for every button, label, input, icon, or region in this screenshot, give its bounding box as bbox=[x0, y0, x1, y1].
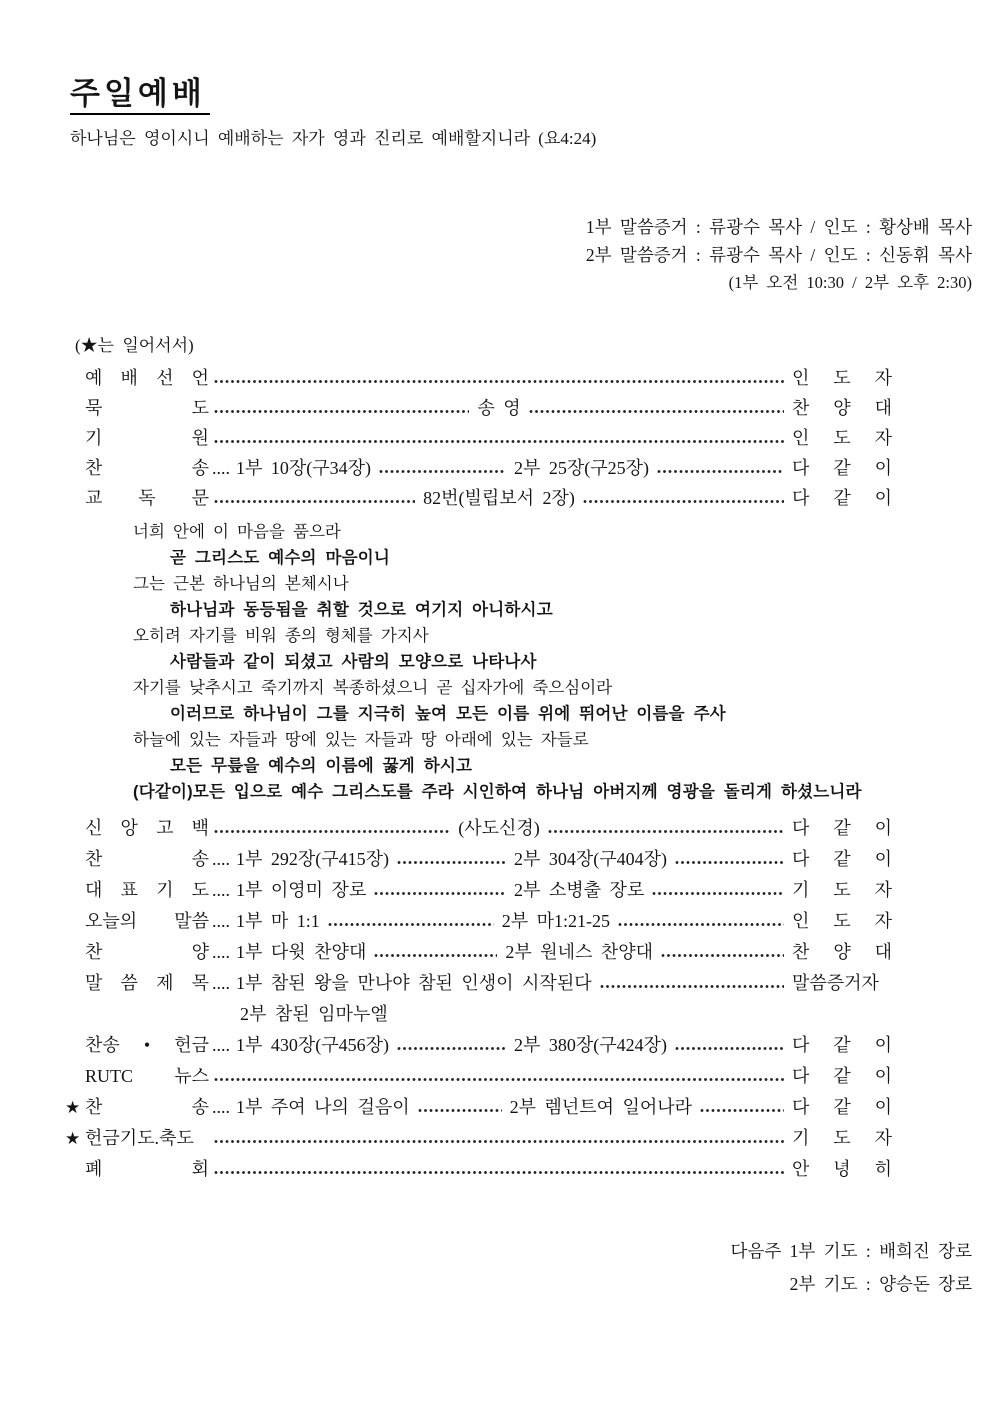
program-part: .... bbox=[212, 910, 230, 931]
dotted-leader bbox=[374, 953, 497, 958]
program-row bbox=[85, 937, 892, 968]
dotted-leader bbox=[397, 1046, 506, 1051]
title-block bbox=[70, 76, 972, 115]
program-row bbox=[85, 1030, 892, 1061]
program-part: 2부 380장(구424장) bbox=[514, 1034, 668, 1055]
program-part: .... bbox=[212, 879, 230, 900]
dotted-leader bbox=[583, 499, 784, 504]
program-label-cell bbox=[85, 363, 209, 393]
program-row bbox=[85, 1154, 892, 1185]
program-part: 2부 304장(구404장) bbox=[514, 848, 668, 869]
program-part: 송 영 bbox=[477, 397, 521, 418]
dotted-leader bbox=[214, 409, 469, 414]
service-info-line-2: 2부 말씀증거 : 류광수 목사 / 인도 : 신동휘 목사 bbox=[585, 244, 972, 265]
program-label-cell bbox=[65, 1092, 209, 1123]
program-label-cell bbox=[85, 937, 209, 968]
program-item-label: 예 배 선 언 bbox=[85, 367, 209, 388]
program-row bbox=[85, 844, 892, 875]
program-row bbox=[85, 968, 892, 999]
dotted-leader bbox=[418, 1108, 502, 1113]
reading-line: 사람들과 같이 되셨고 사람의 모양으로 나타나사 bbox=[170, 652, 537, 671]
reading-line: 너희 안에 이 마음을 품으라 bbox=[133, 521, 341, 541]
dotted-leader bbox=[600, 984, 784, 989]
program-subline: 2부 참된 임마누엘 bbox=[240, 1003, 388, 1024]
program-list-top bbox=[85, 363, 892, 513]
program-list-bottom bbox=[65, 813, 893, 1185]
program-item-label: 교 독 문 bbox=[85, 487, 209, 508]
program-performer: 찬 양 대 bbox=[792, 397, 892, 418]
program-part: .... bbox=[212, 457, 230, 478]
dotted-leader bbox=[548, 829, 784, 834]
program-performer: 안 녕 히 bbox=[792, 1158, 892, 1179]
reading-line: 그는 근본 하나님의 본체시나 bbox=[133, 573, 349, 593]
program-label-cell bbox=[85, 1154, 209, 1185]
page-title: 주일예배 bbox=[70, 76, 210, 115]
program-performer: 다 같 이 bbox=[792, 1096, 893, 1117]
program-part: 82번(빌립보서 2장) bbox=[423, 487, 575, 508]
program-label-cell bbox=[65, 1123, 209, 1154]
program-item-label: 찬송 • 헌금 bbox=[85, 1034, 209, 1055]
dotted-leader bbox=[675, 1046, 784, 1051]
program-label-cell bbox=[85, 813, 209, 844]
program-performer: 다 같 이 bbox=[792, 817, 893, 838]
program-performer: 인 도 자 bbox=[792, 367, 892, 388]
program-performer: 말씀증거자 bbox=[792, 972, 879, 993]
program-part: 1부 10장(구34장) bbox=[236, 457, 372, 478]
reading-line: 이러므로 하나님이 그를 지극히 높여 모든 이름 위에 뛰어난 이름을 주사 bbox=[170, 704, 726, 723]
program-row bbox=[85, 875, 892, 906]
service-info bbox=[70, 213, 972, 297]
reading-line: 오히려 자기를 비워 종의 형체를 가지사 bbox=[133, 625, 429, 645]
program-performer: 인 도 자 bbox=[792, 427, 892, 448]
stand-star-icon: ★ bbox=[65, 1128, 81, 1148]
program-performer: 다 같 이 bbox=[792, 1034, 892, 1055]
program-item-label: 폐 회 bbox=[85, 1158, 209, 1179]
dotted-leader bbox=[652, 891, 784, 896]
program-label-cell bbox=[85, 453, 209, 483]
program-row bbox=[85, 813, 892, 844]
program-part: 1부 마 1:1 bbox=[236, 910, 320, 931]
dotted-leader bbox=[618, 922, 784, 927]
program-label-cell bbox=[85, 393, 209, 423]
dotted-leader bbox=[379, 469, 506, 474]
program-item-label: 대 표 기 도 bbox=[85, 879, 209, 900]
program-item-label: 말 씀 제 목 bbox=[85, 972, 209, 993]
dotted-leader bbox=[397, 860, 506, 865]
service-time-line: (1부 오전 10:30 / 2부 오후 2:30) bbox=[728, 272, 972, 292]
next-week-info bbox=[70, 1235, 972, 1301]
program-part: .... bbox=[212, 972, 230, 993]
program-row bbox=[65, 1092, 893, 1123]
reading-line: 하늘에 있는 자들과 땅에 있는 자들과 땅 아래에 있는 자들로 bbox=[133, 729, 589, 749]
dotted-leader bbox=[700, 1108, 784, 1113]
service-info-line-1: 1부 말씀증거 : 류광수 목사 / 인도 : 황상배 목사 bbox=[585, 216, 972, 237]
program-row bbox=[85, 453, 892, 483]
dotted-leader bbox=[675, 860, 784, 865]
next-week-line-2: 2부 기도 : 양승돈 장로 bbox=[789, 1273, 972, 1294]
program-label-cell bbox=[85, 1061, 209, 1092]
program-part: (사도신경) bbox=[458, 817, 540, 838]
dotted-leader bbox=[214, 1170, 784, 1175]
stand-star-icon: ★ bbox=[65, 1097, 81, 1117]
program-part: 1부 참된 왕을 만나야 참된 인생이 시작된다 bbox=[236, 972, 592, 993]
program-label-cell bbox=[85, 968, 209, 999]
program-row bbox=[85, 483, 892, 513]
program-part: 2부 렘넌트여 일어나라 bbox=[509, 1096, 693, 1117]
program-item-label: 묵 도 bbox=[85, 397, 209, 418]
program-item-label: 신 앙 고 백 bbox=[85, 817, 209, 838]
program-part: 1부 430장(구456장) bbox=[236, 1034, 390, 1055]
program-performer: 인 도 자 bbox=[792, 910, 892, 931]
scripture-verse: 하나님은 영이시니 예배하는 자가 영과 진리로 예배할지니라 (요4:24) bbox=[70, 128, 597, 148]
program-part: 2부 소병출 장로 bbox=[514, 879, 645, 900]
program-part: .... bbox=[212, 941, 230, 962]
reading-line: 모든 무릎을 예수의 이름에 꿇게 하시고 bbox=[170, 756, 473, 775]
program-item-label: 헌금기도.축도 bbox=[85, 1127, 194, 1148]
responsive-reading bbox=[70, 519, 972, 805]
dotted-leader bbox=[214, 829, 450, 834]
dotted-leader bbox=[328, 922, 494, 927]
next-week-line-1: 다음주 1부 기도 : 배희진 장로 bbox=[730, 1240, 972, 1261]
program-part: 2부 마1:21-25 bbox=[501, 910, 611, 931]
program-performer: 기 도 자 bbox=[792, 879, 892, 900]
program-part: 1부 이영미 장로 bbox=[236, 879, 367, 900]
dotted-leader bbox=[657, 469, 784, 474]
program-part: 1부 주여 나의 걸음이 bbox=[236, 1096, 410, 1117]
program-part: 2부 25장(구25장) bbox=[514, 457, 650, 478]
program-item-label: 찬 양 bbox=[85, 941, 209, 962]
program-label-cell bbox=[85, 1030, 209, 1061]
program-performer: 다 같 이 bbox=[792, 848, 892, 869]
program-label-cell bbox=[85, 875, 209, 906]
dotted-leader bbox=[214, 379, 784, 384]
program-row bbox=[85, 363, 892, 393]
program-item-label: RUTC 뉴스 bbox=[85, 1065, 209, 1086]
dotted-leader bbox=[214, 439, 784, 444]
program-item-label: 찬 송 bbox=[85, 848, 209, 869]
program-part: .... bbox=[212, 1034, 230, 1055]
dotted-leader bbox=[214, 499, 415, 504]
program-performer: 기 도 자 bbox=[792, 1127, 892, 1148]
program-label-cell bbox=[85, 423, 209, 453]
program-row bbox=[85, 906, 892, 937]
stand-note: (★는 일어서서) bbox=[75, 335, 194, 355]
program-item-label: 오늘의 말씀 bbox=[85, 910, 209, 931]
program-part: 2부 원네스 찬양대 bbox=[505, 941, 654, 962]
reading-line: (다같이)모든 입으로 예수 그리스도를 주라 시인하여 하나님 아버지께 영광을 돌리게 하셨느니라 bbox=[133, 782, 862, 801]
reading-line: 하나님과 동등됨을 취할 것으로 여기지 아니하시고 bbox=[170, 600, 553, 619]
program-label-cell bbox=[85, 906, 209, 937]
program-performer: 찬 양 대 bbox=[792, 941, 893, 962]
dotted-leader bbox=[661, 953, 784, 958]
dotted-leader bbox=[529, 409, 784, 414]
program-item-label: 찬 송 bbox=[85, 1096, 209, 1117]
dotted-leader bbox=[214, 1077, 784, 1082]
program-row bbox=[85, 393, 892, 423]
reading-line: 자기를 낮추시고 죽기까지 복종하셨으니 곧 십자가에 죽으심이라 bbox=[133, 677, 613, 697]
program-part: .... bbox=[212, 848, 230, 869]
program-performer: 다 같 이 bbox=[792, 487, 893, 508]
reading-line: 곧 그리스도 예수의 마음이니 bbox=[170, 548, 391, 567]
program-performer: 다 같 이 bbox=[792, 457, 892, 478]
dotted-leader bbox=[214, 1139, 784, 1144]
dotted-leader bbox=[374, 891, 506, 896]
program-part: 1부 292장(구415장) bbox=[236, 848, 390, 869]
program-item-label: 찬 송 bbox=[85, 457, 209, 478]
program-performer: 다 같 이 bbox=[792, 1065, 892, 1086]
program-label-cell bbox=[85, 483, 209, 513]
program-row bbox=[85, 423, 892, 453]
program-row bbox=[85, 1061, 892, 1092]
program-part: 1부 다윗 찬양대 bbox=[236, 941, 367, 962]
program-row bbox=[65, 1123, 892, 1154]
program-item-label: 기 원 bbox=[85, 427, 209, 448]
program-part: .... bbox=[212, 1096, 230, 1117]
program-label-cell bbox=[85, 844, 209, 875]
